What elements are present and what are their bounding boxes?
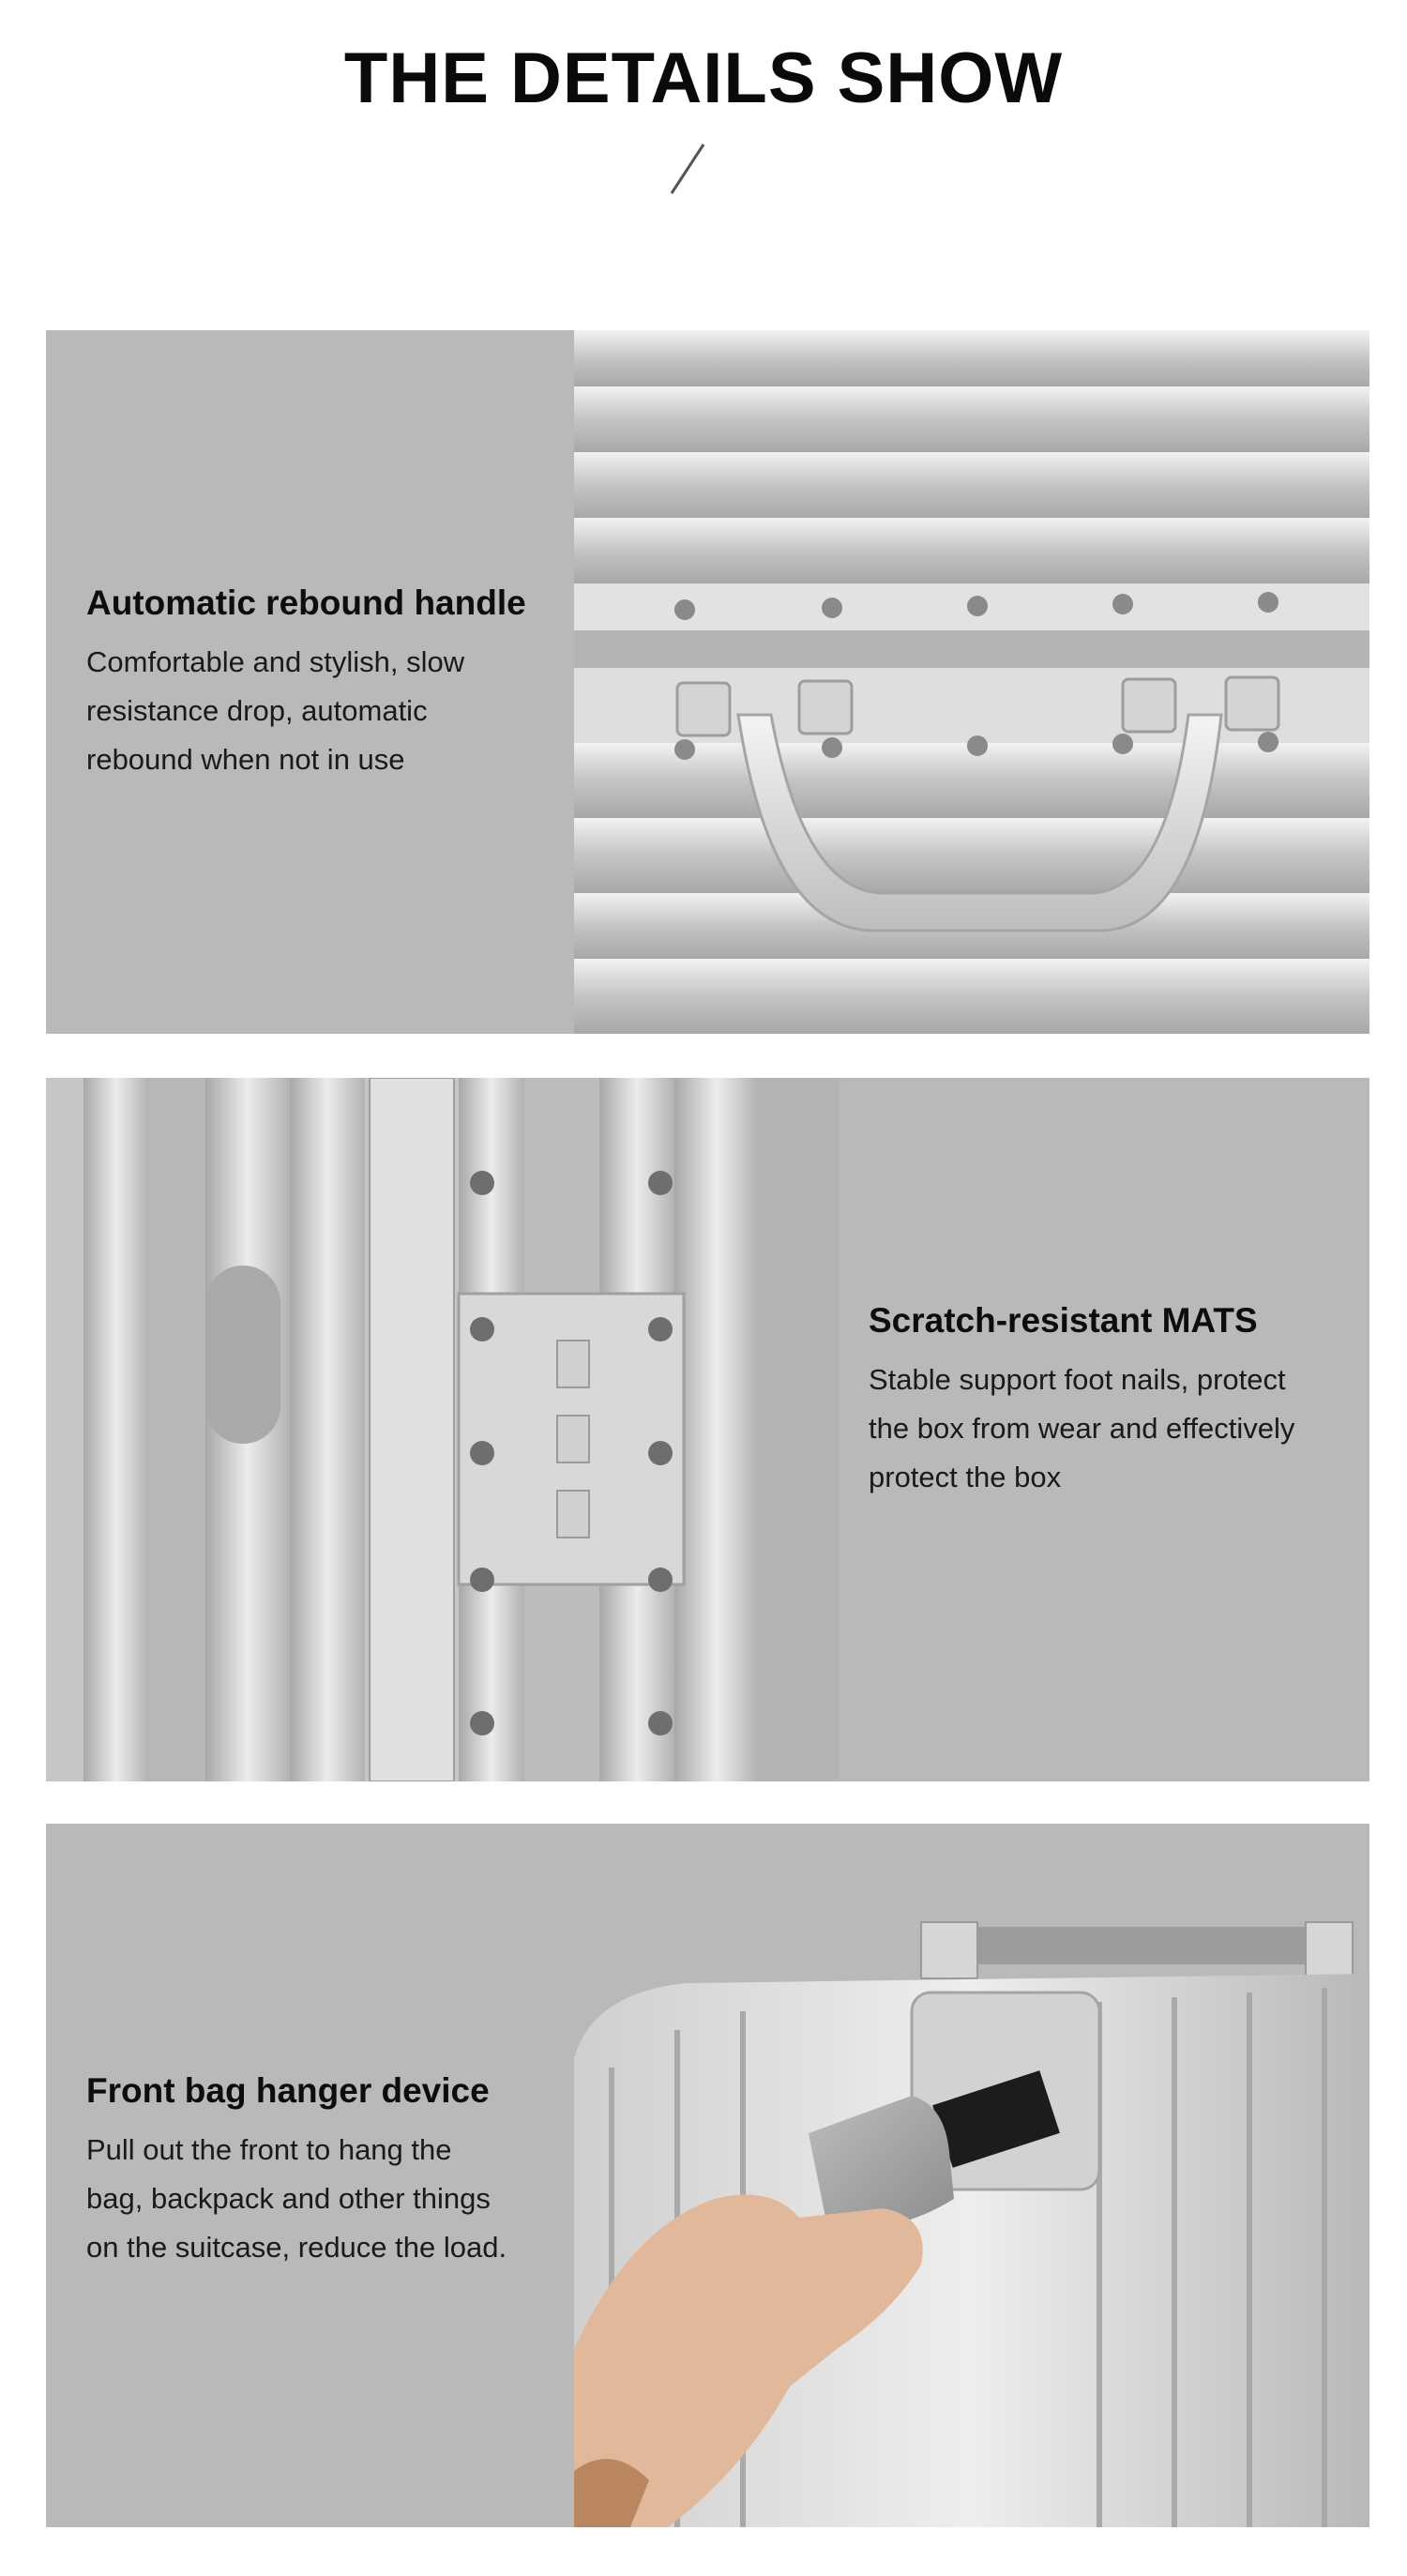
- title-slash-divider: [666, 141, 711, 197]
- handle-illustration: [574, 330, 1369, 1034]
- feature-text-handle: [86, 583, 574, 784]
- feature-desc-line: Comfortable and stylish, slow: [86, 645, 465, 678]
- feature-desc-line: the box from wear and effectively: [869, 1412, 1295, 1445]
- feature-desc-line: rebound when not in use: [86, 743, 405, 776]
- feature-panel-hanger: [46, 1824, 1369, 2527]
- handle-photo: [574, 330, 1369, 1034]
- feature-title: Automatic rebound handle: [86, 583, 526, 622]
- feature-description: [86, 2126, 574, 2272]
- hanger-photo: [574, 1824, 1369, 2527]
- feature-desc-line: protect the box: [869, 1461, 1062, 1493]
- feature-desc-line: on the suitcase, reduce the load.: [86, 2231, 507, 2264]
- page-title: THE DETAILS SHOW: [343, 38, 1064, 118]
- hinge-photo: [46, 1078, 840, 1781]
- feature-panel-mats: [46, 1078, 1369, 1781]
- feature-text-mats: [869, 1301, 1356, 1502]
- feature-desc-line: resistance drop, automatic: [86, 694, 428, 727]
- feature-desc-line: Pull out the front to hang the: [86, 2133, 452, 2166]
- feature-desc-line: bag, backpack and other things: [86, 2182, 491, 2215]
- feature-panel-handle: [46, 330, 1369, 1034]
- feature-title: Front bag hanger device: [86, 2071, 490, 2110]
- feature-title: Scratch-resistant MATS: [869, 1301, 1258, 1340]
- feature-desc-line: Stable support foot nails, protect: [869, 1363, 1286, 1396]
- hinge-illustration: [46, 1078, 840, 1781]
- feature-description: [869, 1356, 1356, 1502]
- feature-text-hanger: [86, 2071, 574, 2272]
- hanger-illustration: [574, 1824, 1369, 2527]
- feature-description: [86, 638, 574, 784]
